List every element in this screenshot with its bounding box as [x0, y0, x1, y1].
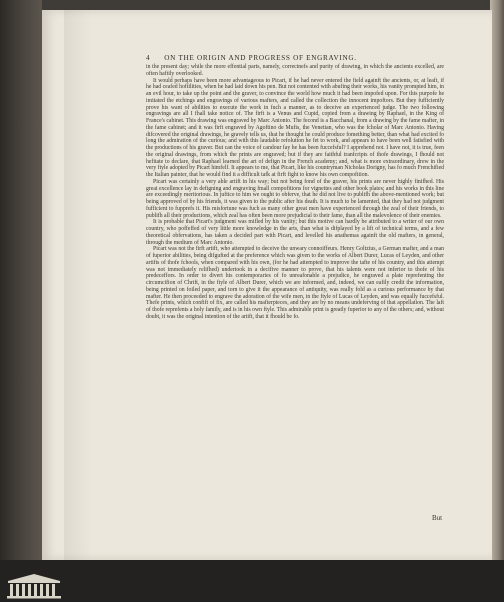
facing-page-edge — [490, 0, 504, 560]
paragraph-3: Picart was certainly a very able artift in his way; but not being fond of the graver, his prints are never highly finifhed. His great excellence lay in defigning and engraving fmall compofitions for vignettes and other book plates; and his works in this line are exceedingly meritorious. In juftice to him we ought to obferve, that he did not live to publifh the above-mentioned work; but being approved of by his friends, it was given to the public after his death. It is much to be lamented, that they had not judgment fufficient to fupprefs it. His misfortune was fuch as many other great men have experienced through the zeal of their friends, to publifh all their productions, which zeal has often been more prejudicial to their fame, than all the malevolence of their enemies. — [146, 178, 444, 219]
catchword: But — [432, 514, 443, 522]
running-header — [146, 54, 446, 62]
paragraph-4: It is probable that Picart's judgment was mifled by his vanity; but this motive can hardly be attributed to a writer of our own country, who poffeffed of very little more knowledge in the arts, than what is difplayed by a lift of technical terms, and a few theoretical obfervations, has taken a decided part with Picart, and levelled his anathemas againft the old mafters, in general, through the medium of Marc Antonio. — [146, 219, 444, 246]
library-building-logo-icon — [4, 572, 64, 600]
scanner-edge-bottom — [0, 560, 504, 602]
paragraph-5: Picart was not the firft artift, who attempted to deceive the unwary connoiffeurs. Henry Goltzius, a German mafter, and a man of fuperior abilities, being difgufted at the preference which was given to the works of Albert Durer, Lucas of Leyden, and other artifts of thofe fchools, when compared with his own, (for he had attempted to improve the tafte of his country, and this attempt was not immediately relifhed) undertook in a decifive manner to prove, that his talents were not inferior to thofe of his predeceffors. In order to divert his contemporaries of fo unreafonable a prejudice, he engraved a plate reprefenting the circumcifion of Chrift, in the ftyle of Albert Durer, which we are informed, and, indeed, we can eafily credit the information, being printed on foiled paper, and torn to give it the appearance of antiquity, was really fold as a curious performance by that mafter. He then proceeded to engrave the adoration of the wife men, in the ftyle of Lucas of Leyden, and was equally fuccefsful. Thefe prints, which confift of fix, are called his mafterpieces, and they are by no means undeferving of that appellation. The laft of thofe reprefents a holy family, and is in his own ftyle. This admirable print is greatly fuperior to any of the others; and, without doubt, it was the original intention of the artift, that it fhould be fo. — [146, 246, 444, 320]
page-number: 4 — [146, 54, 151, 62]
running-title: ON THE ORIGIN AND PROGRESS OF ENGRAVING. — [164, 54, 357, 62]
page-gutter-shadow — [64, 10, 92, 560]
paragraph-2: It would perhaps have been more advantageous to Picart, if he had never entered the field againft the ancients, or, at leaft, if he had ceafed hoftilities, when he had laid down his pen. But not contented with abufing their works, his vanity prompted him, in an evil hour, to take up the point and the graver, to convince the world how much it had been impofed upon. For this purpofe he imitated the etchings and engravings of various mafters, and called the collection the innocent impoftors. But they fufficiently prove his want of abilities to execute the work in fuch a manner, as to deceive an experienced judge. The two following engravings are all I fhall take notice of. The firft is a Venus and Cupid, copied from a drawing by Raphael, in the King of France's cabinet. This drawing was engraved by Marc Antonio. The fecond is a Bacchanal, from a drawing by the fame mafter, in the fame cabinet; and it was firft engraved by Agoftino de Mufis, the Venetian, who was the fcholar of Marc Antonio. Having difcovered the original drawings, he gravely tells us, that he thought he could produce fomething better, than what had excited fo long the admiration of the curious; and with this laudable refolution he fet to work, and appears to have been well fatisfied with the productions of his graver. But can the voice of candour fay he has been fuccefsful? I apprehend not. I have not, it is true, feen the original drawings, from which the prints are engraved; but if they are faithful tranfcripts of thofe drawings, I fhould not hefitate to declare, that Raphael learned the art of defign in the French academy; and, what is more extraordinary, drew in the very ftyle adopted by Picart himfelf. It appears to me, that Picart, like his countryman Nicholas Dorigny, has fo much Frenchified the Italian painter, that he would find it a difficult tafk at firft fight to know his own compofition. — [146, 77, 444, 178]
paragraph-1: in the present day; while the more effential parts, namely, correctnefs and purity of drawing, in which the ancients excelled, are often haftily overlooked. — [146, 64, 444, 77]
page-body-text — [146, 64, 444, 321]
scanner-edge-left — [0, 0, 42, 560]
